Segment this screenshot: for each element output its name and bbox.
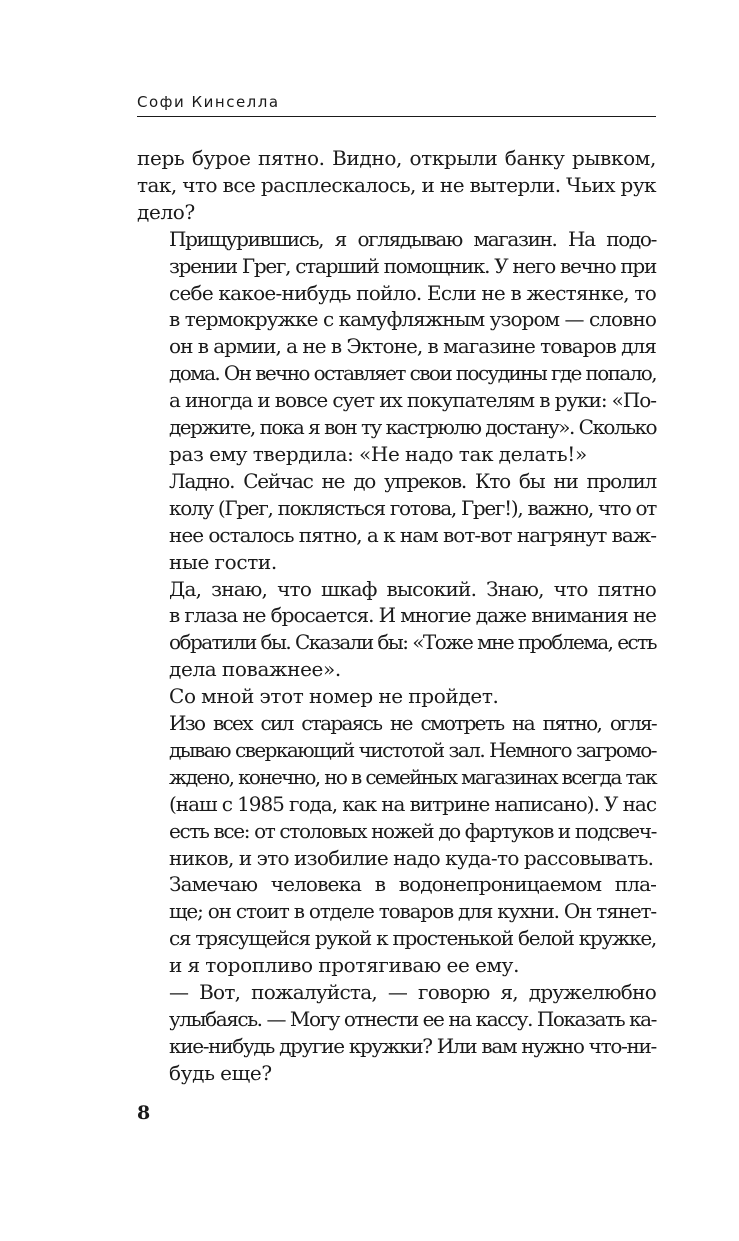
text-line: дома. Он вечно оставляет свои посудины где попало, <box>169 361 656 386</box>
text-line: улыбаясь. — Могу отнести ее на кассу. Показать ка- <box>169 1007 656 1031</box>
paragraph <box>137 871 656 979</box>
paragraph <box>137 468 656 576</box>
text-line: ся трясущейся рукой к простенькой белой кружке, <box>169 926 656 951</box>
paragraph <box>137 576 656 684</box>
text-line: (наш с 1985 года, как на витрине написано). У нас <box>169 791 656 816</box>
page-number: 8 <box>137 1102 151 1124</box>
text-line: ников, и это изобилие надо куда-то рассовывать. <box>169 845 654 870</box>
text-line: Замечаю человека в водонепроницаемом пла- <box>169 872 656 897</box>
text-line: в термокружке с камуфляжным узором — словно <box>169 307 656 332</box>
text-line: кие-нибудь другие кружки? Или вам нужно что-ни- <box>169 1033 656 1058</box>
text-line: он в армии, а не в Эктоне, в магазине товаров для <box>169 334 656 359</box>
paragraph <box>137 710 656 871</box>
text-line: Со мной этот номер не пройдет. <box>169 684 499 709</box>
text-line: зрении Грег, старший помощник. У него вечно при <box>169 253 656 278</box>
text-line: раз ему твердила: «Не надо так делать!» <box>169 441 587 466</box>
text-line: обратили бы. Сказали бы: «Тоже мне проблема, есть <box>169 630 656 655</box>
text-line: перь бурое пятно. Видно, открыли банку рывком, <box>137 146 656 170</box>
text-line: Да, знаю, что шкаф высокий. Знаю, что пятно <box>169 576 656 601</box>
running-head: Софи Кинселла <box>137 93 280 111</box>
text-line: ждено, конечно, но в семейных магазинах всегда так <box>169 764 656 789</box>
text-line: а иногда и вовсе сует их покупателям в руки: «По- <box>169 388 656 413</box>
paragraph <box>137 226 656 468</box>
text-line: Ладно. Сейчас не до упреков. Кто бы ни пролил <box>169 468 656 493</box>
text-line: Изо всех сил стараясь не смотреть на пятно, огля- <box>169 711 656 736</box>
text-line: дело? <box>137 199 195 224</box>
paragraph <box>137 979 656 1087</box>
header-rule <box>137 116 656 117</box>
text-line: и я торопливо протягиваю ее ему. <box>169 953 520 978</box>
text-line: щe; он стоит в отделе товаров для кухни. Он тянет- <box>169 899 656 924</box>
text-line: держите, пока я вон ту кастрюлю достану». Сколько <box>169 415 656 440</box>
text-line: — Вот, пожалуйста, — говорю я, дружелюбно <box>169 980 656 1005</box>
text-line: есть все: от столовых ножей до фартуков и подсвеч- <box>169 818 656 843</box>
text-line: себе какое-нибудь пойло. Если не в жестянке, то <box>169 280 656 305</box>
text-line: дела поважнее». <box>169 657 341 682</box>
body-text <box>137 145 656 1087</box>
text-line: дываю сверкающий чистотой зал. Немного загромо- <box>169 737 656 762</box>
text-line: будь еще? <box>169 1060 272 1085</box>
text-line: Прищурившись, я оглядываю магазин. На подо- <box>169 226 656 251</box>
text-line: в глаза не бросается. И многие даже внимания не <box>169 603 656 628</box>
text-line: так, что все расплескалось, и не вытерли. Чьих рук <box>137 172 656 197</box>
text-line: ные гости. <box>169 549 277 574</box>
paragraph <box>137 683 656 710</box>
paragraph <box>137 145 656 226</box>
text-line: нее осталось пятно, а к нам вот-вот нагрянут важ- <box>169 522 656 547</box>
text-line: колу (Грег, поклясться готова, Грег!), важно, что от <box>169 495 656 520</box>
